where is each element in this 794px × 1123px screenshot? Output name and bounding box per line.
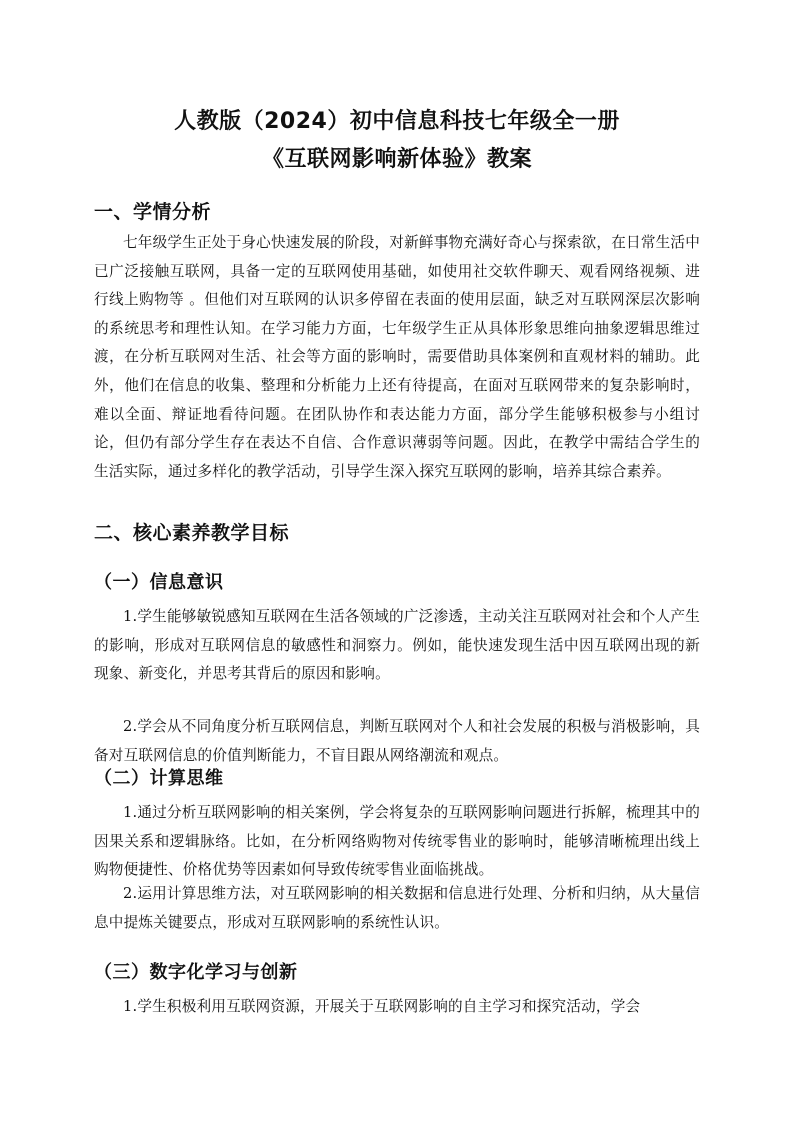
information-awareness-paragraph-1: 1.学生能够敏锐感知互联网在生活各领域的广泛渗透，主动关注互联网对社会和个人产生的影响，形成对互联网信息的敏感性和洞察力。例如，能快速发现生活中因互联网出现的新现象、新变化，并思考其背后的原因和影响。 (94, 608, 700, 683)
subsection-heading-information-awareness: （一）信息意识 (94, 572, 224, 593)
information-awareness-paragraph-2: 2.学会从不同角度分析互联网信息，判断互联网对个人和社会发展的积极与消极影响，具备对互联网信息的价值判断能力，不盲目跟从网络潮流和观点。 (94, 718, 700, 764)
section-heading-core-literacy-goals: 二、核心素养教学目标 (94, 522, 290, 544)
subsection-heading-computational-thinking: （二）计算思维 (94, 768, 224, 789)
document-title-line-1: 人教版（2024）初中信息科技七年级全一册 (174, 109, 620, 134)
subsection-heading-digital-learning-innovation: （三）数字化学习与创新 (94, 962, 298, 983)
digital-learning-paragraph-1: 1.学生积极利用互联网资源，开展关于互联网影响的自主学习和探究活动，学会 (123, 998, 641, 1015)
computational-thinking-paragraph-1: 1.通过分析互联网影响的相关案例，学会将复杂的互联网影响问题进行拆解，梳理其中的因果关系和逻辑脉络。比如，在分析网络购物对传统零售业的影响时，能够清晰梳理出线上购物便捷性、价格优势等因素如何导致传统零售业面临挑战。 (94, 804, 700, 879)
document-title-line-2: 《互联网影响新体验》教案 (261, 147, 532, 172)
learner-analysis-paragraph: 七年级学生正处于身心快速发展的阶段，对新鲜事物充满好奇心与探索欲，在日常生活中已广泛接触互联网，具备一定的互联网使用基础，如使用社交软件聊天、观看网络视频、进行线上购物等 。但他们对互联网的认识多停留在表面的使用层面，缺乏对互联网深层次影响的系统思考和理性认知。在学习能力方面，七年级学生正从具体形象思维向抽象逻辑思维过渡，在分析互联网对生活、社会等方面的影响时，需要借助具体案例和直观材料的辅助。此外，他们在信息的收集、整理和分析能力上还有待提高，在面对互联网带来的复杂影响时，难以全面、辩证地看待问题。在团队协作和表达能力方面，部分学生能够积极参与小组讨论，但仍有部分学生存在表达不自信、合作意识薄弱等问题。因此，在教学中需结合学生的生活实际，通过多样化的教学活动，引导学生深入探究互联网的影响，培养其综合素养。 (94, 234, 700, 480)
section-heading-learner-analysis: 一、学情分析 (94, 201, 212, 223)
computational-thinking-paragraph-2: 2.运用计算思维方法，对互联网影响的相关数据和信息进行处理、分析和归纳，从大量信息中提炼关键要点，形成对互联网影响的系统性认识。 (94, 885, 700, 931)
